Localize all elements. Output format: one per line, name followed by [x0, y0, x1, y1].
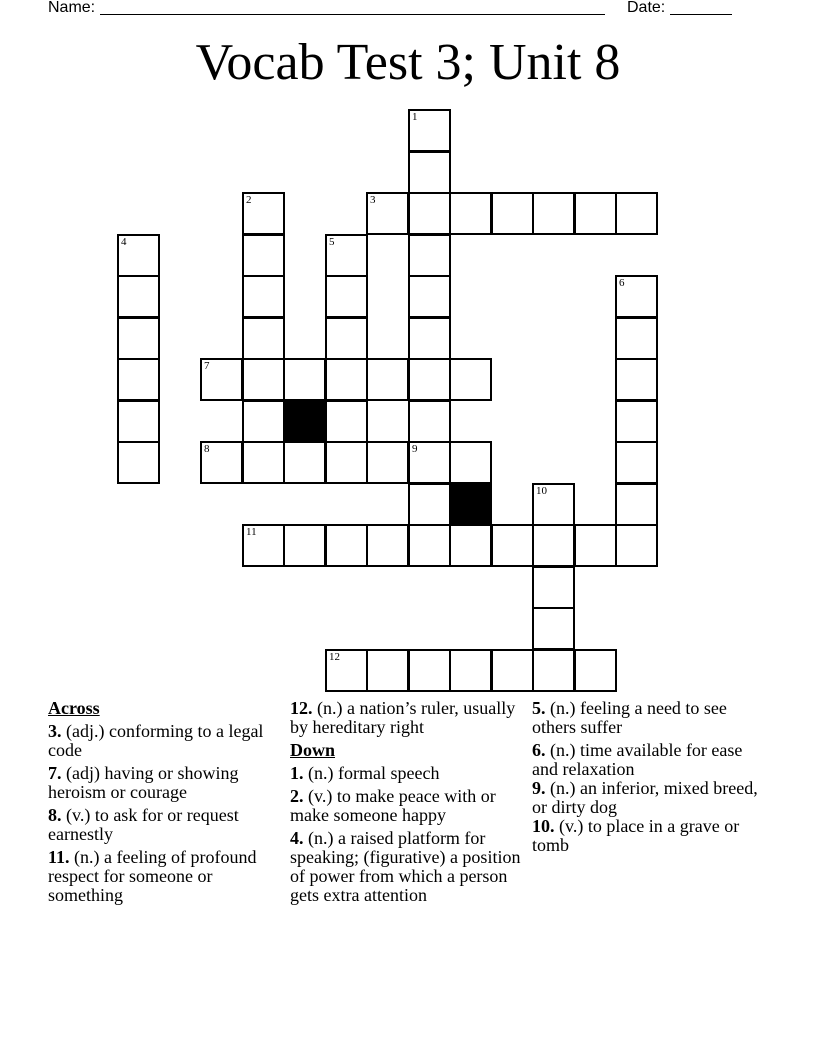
clue-number: 8. [48, 805, 62, 825]
clue-text: (adj) having or showing heroism or courage [48, 763, 239, 802]
grid-cell[interactable] [491, 192, 534, 235]
grid-cell[interactable] [491, 524, 534, 567]
grid-cell[interactable] [408, 275, 451, 318]
clue-number: 6. [532, 740, 546, 760]
clue-down-6 [532, 741, 768, 779]
cell-number: 3 [370, 194, 376, 206]
clue-down-5 [532, 699, 768, 737]
grid-cell[interactable] [408, 649, 451, 692]
clue-down-9 [532, 779, 768, 817]
clue-across-7 [48, 764, 278, 802]
cell-number: 2 [246, 194, 252, 206]
grid-cell[interactable] [615, 524, 658, 567]
clue-text: (v.) to ask for or request earnestly [48, 805, 239, 844]
grid-cell[interactable] [408, 234, 451, 277]
grid-cell[interactable] [117, 358, 160, 401]
cell-number: 5 [329, 236, 335, 248]
grid-cell[interactable] [325, 441, 368, 484]
grid-cell[interactable] [242, 400, 285, 443]
clue-across-8 [48, 806, 278, 844]
grid-cell[interactable] [408, 317, 451, 360]
grid-cell[interactable] [242, 317, 285, 360]
clue-column-1 [48, 699, 278, 909]
grid-cell[interactable] [117, 275, 160, 318]
grid-cell[interactable] [366, 441, 409, 484]
grid-cell[interactable] [532, 566, 575, 609]
grid-cell[interactable] [117, 400, 160, 443]
grid-cell[interactable] [615, 317, 658, 360]
cell-number: 7 [204, 360, 210, 372]
clue-number: 5. [532, 698, 546, 718]
cell-number: 11 [246, 526, 257, 538]
grid-cell[interactable] [449, 358, 492, 401]
grid-cell[interactable] [283, 441, 326, 484]
clue-text: (n.) a nation’s ruler, usually by hereditary right [290, 698, 516, 737]
cell-number: 6 [619, 277, 625, 289]
grid-cell[interactable] [615, 192, 658, 235]
black-cell [449, 483, 492, 526]
clue-number: 1. [290, 763, 304, 783]
grid-cell[interactable] [325, 649, 368, 692]
grid-cell[interactable] [325, 275, 368, 318]
clue-number: 10. [532, 816, 555, 836]
grid-cell[interactable] [532, 649, 575, 692]
grid-cell[interactable] [366, 192, 409, 235]
page-title: Vocab Test 3; Unit 8 [195, 34, 621, 91]
clue-number: 9. [532, 778, 546, 798]
clue-text: (n.) an inferior, mixed breed, or dirty dog [532, 778, 758, 817]
date-label: Date: [627, 0, 666, 16]
grid-cell[interactable] [325, 400, 368, 443]
grid-cell[interactable] [325, 317, 368, 360]
grid-cell[interactable] [325, 358, 368, 401]
grid-cell[interactable] [117, 234, 160, 277]
clue-down-2 [290, 787, 522, 825]
grid-cell[interactable] [325, 234, 368, 277]
grid-cell[interactable] [532, 192, 575, 235]
clue-column-3 [532, 699, 768, 859]
grid-cell[interactable] [574, 524, 617, 567]
clue-text: (n.) formal speech [303, 763, 440, 783]
clue-down-1 [290, 764, 522, 783]
down-heading: Down [290, 740, 336, 760]
grid-cell[interactable] [532, 524, 575, 567]
grid-cell[interactable] [615, 441, 658, 484]
grid-cell[interactable] [449, 524, 492, 567]
grid-cell[interactable] [117, 441, 160, 484]
grid-cell[interactable] [532, 483, 575, 526]
black-cell [283, 400, 326, 443]
grid-cell[interactable] [408, 483, 451, 526]
clue-text: (n.) feeling a need to see others suffer [532, 698, 727, 737]
grid-cell[interactable] [615, 400, 658, 443]
cell-number: 12 [329, 651, 340, 663]
grid-cell[interactable] [408, 524, 451, 567]
clue-text: (n.) time available for ease and relaxation [532, 740, 743, 779]
grid-cell[interactable] [574, 192, 617, 235]
grid-cell[interactable] [200, 441, 243, 484]
clue-number: 7. [48, 763, 62, 783]
grid-cell[interactable] [283, 524, 326, 567]
grid-cell[interactable] [408, 192, 451, 235]
across-heading: Across [48, 698, 100, 718]
clue-text: (adj.) conforming to a legal code [48, 721, 264, 760]
grid-cell[interactable] [532, 607, 575, 650]
cell-number: 8 [204, 443, 210, 455]
grid-cell[interactable] [242, 358, 285, 401]
grid-cell[interactable] [408, 400, 451, 443]
grid-cell[interactable] [283, 358, 326, 401]
clue-down-4 [290, 829, 522, 905]
grid-cell[interactable] [242, 192, 285, 235]
grid-cell[interactable] [615, 275, 658, 318]
grid-cell[interactable] [615, 358, 658, 401]
grid-cell[interactable] [242, 441, 285, 484]
clue-number: 3. [48, 721, 62, 741]
clue-number: 12. [290, 698, 313, 718]
name-label: Name: [48, 0, 96, 16]
grid-cell[interactable] [615, 483, 658, 526]
cell-number: 10 [536, 485, 547, 497]
clue-number: 4. [290, 828, 304, 848]
grid-cell[interactable] [408, 358, 451, 401]
grid-cell[interactable] [491, 649, 534, 692]
grid-cell[interactable] [117, 317, 160, 360]
cell-number: 4 [121, 236, 127, 248]
grid-cell[interactable] [242, 275, 285, 318]
grid-cell[interactable] [408, 151, 451, 194]
grid-cell[interactable] [366, 358, 409, 401]
grid-cell[interactable] [242, 524, 285, 567]
cell-number: 9 [412, 443, 418, 455]
clue-number: 2. [290, 786, 304, 806]
clue-number: 11. [48, 847, 70, 867]
grid-cell[interactable] [366, 649, 409, 692]
cell-number: 1 [412, 111, 418, 123]
grid-cell[interactable] [574, 649, 617, 692]
grid-cell[interactable] [242, 234, 285, 277]
clue-text: (n.) a feeling of profound respect for someone or something [48, 847, 257, 905]
grid-cell[interactable] [408, 441, 451, 484]
clue-down-10 [532, 817, 768, 855]
grid-cell[interactable] [408, 109, 451, 152]
clue-across-3 [48, 722, 278, 760]
grid-cell[interactable] [200, 358, 243, 401]
grid-cell[interactable] [449, 441, 492, 484]
grid-cell[interactable] [449, 649, 492, 692]
grid-cell[interactable] [449, 192, 492, 235]
grid-cell[interactable] [366, 524, 409, 567]
clue-text: (v.) to make peace with or make someone happy [290, 786, 496, 825]
clue-column-2 [290, 699, 522, 909]
grid-cell[interactable] [325, 524, 368, 567]
clue-across-12 [290, 699, 522, 737]
clue-text: (n.) a raised platform for speaking; (figurative) a position of power from which a person gets extra attention [290, 828, 521, 905]
clue-across-11 [48, 848, 278, 905]
clue-text: (v.) to place in a grave or tomb [532, 816, 740, 855]
